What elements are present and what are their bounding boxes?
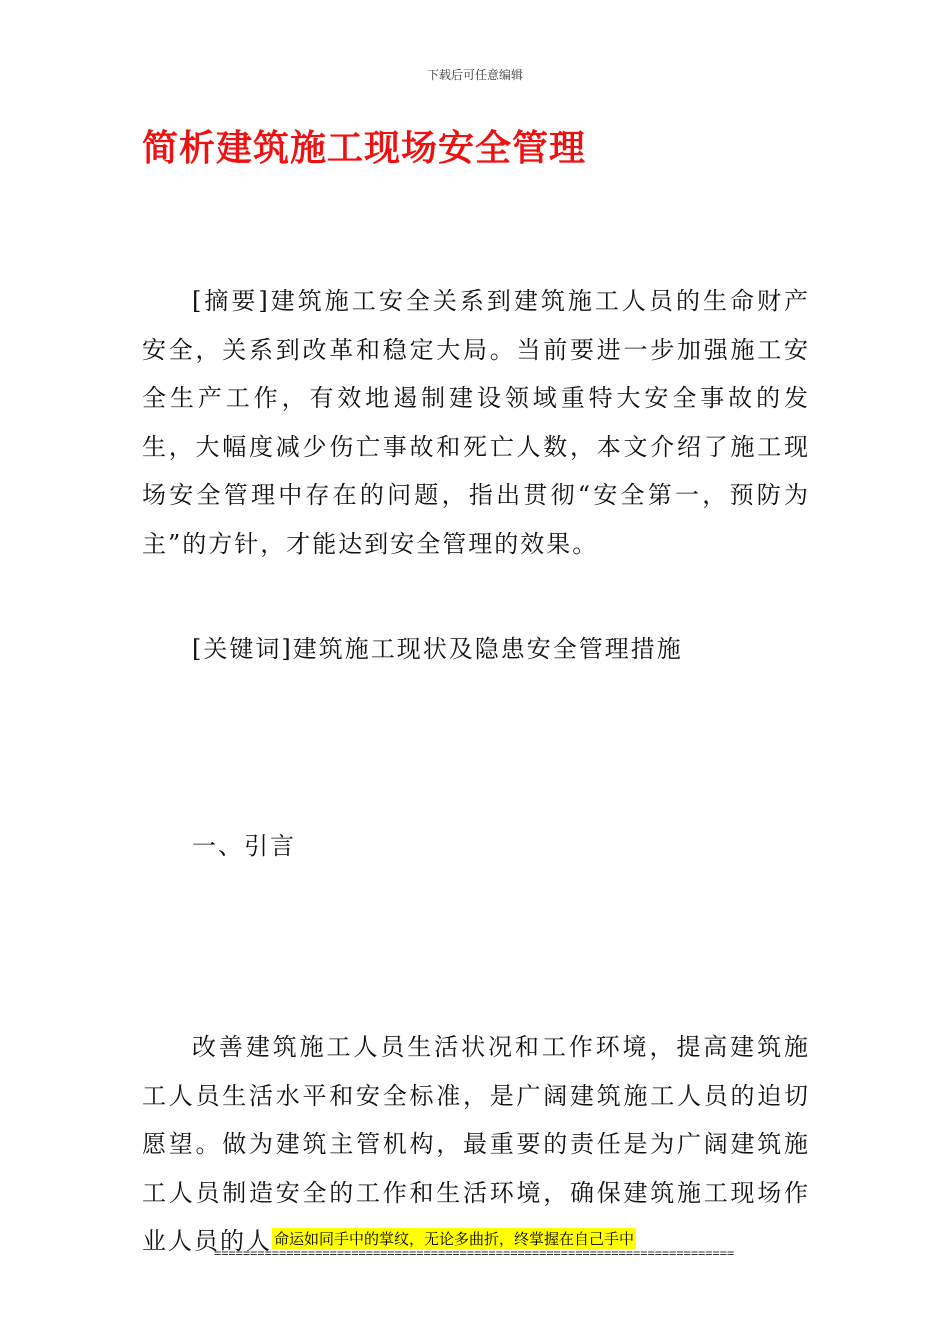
keywords-paragraph: [关键词]建筑施工现状及隐患安全管理措施 [192,635,683,663]
intro-paragraph: 改善建筑施工人员生活状况和工作环境，提高建筑施工人员生活水平和安全标准，是广阔建筑施工人员的迫切愿望。做为建筑主管机构，最重要的责任是为广阔建筑施工人员制造安全的工作和生活环境，确保建筑施工现场作业人员的人 [142,1033,810,1255]
header-note: 下载后可任意编辑 [426,68,523,82]
document-title: 简析建筑施工现场安全管理 [142,128,587,169]
footer-divider: ======================================================================== [214,1246,735,1260]
abstract-paragraph: [摘要]建筑施工安全关系到建筑施工人员的生命财产安全，关系到改革和稳定大局。当前要进一步加强施工安全生产工作，有效地遏制建设领域重特大安全事故的发生，大幅度减少伤亡事故和死亡人数，本文介绍了施工现场安全管理中存在的问题，指出贯彻“安全第一，预防为主”的方针，才能达到安全管理的效果。 [142,287,810,558]
footer-motto: 命运如同手中的掌纹，无论多曲折，终掌握在自己手中 [274,1230,635,1248]
section-heading: 一、引言 [192,832,296,860]
